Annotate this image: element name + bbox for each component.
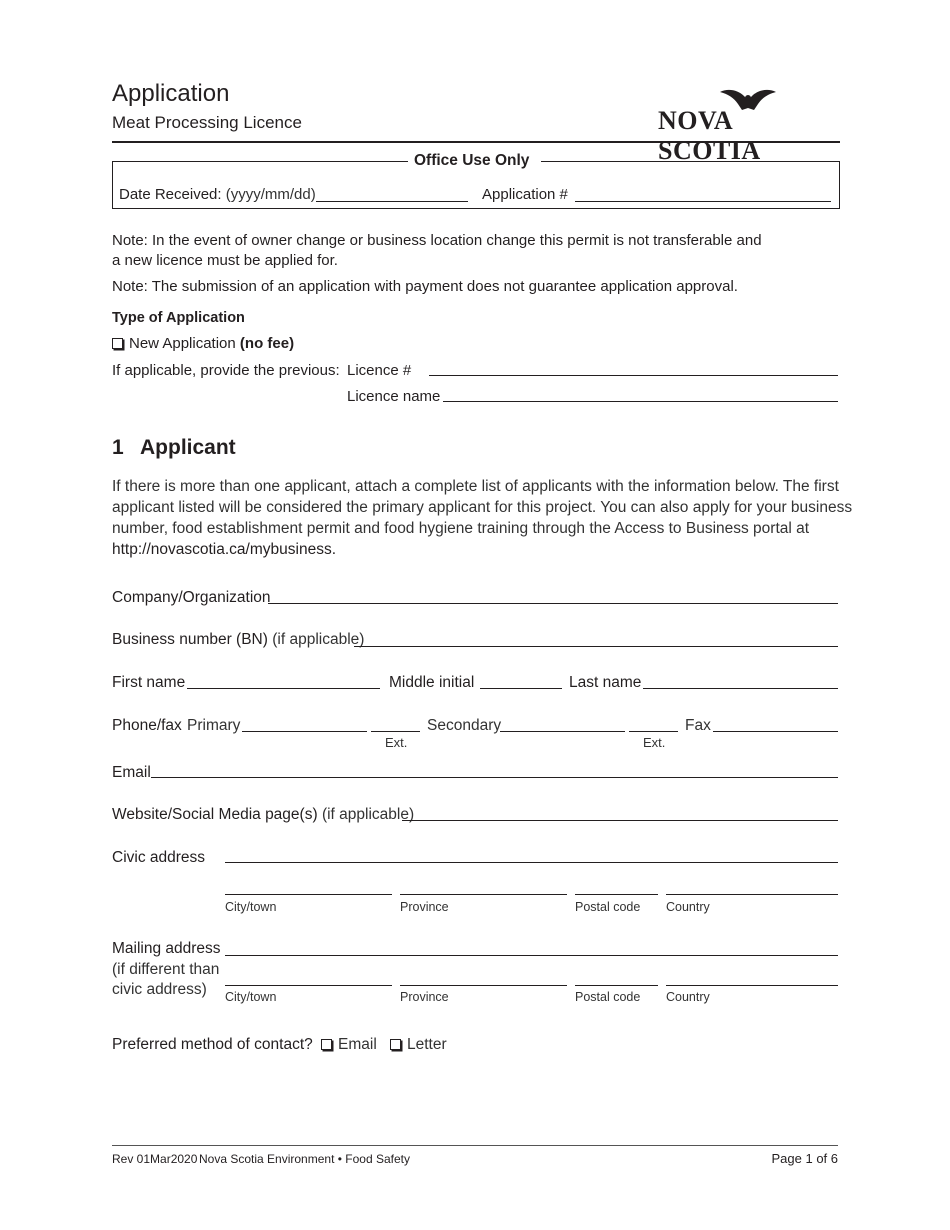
date-received-field[interactable] — [316, 201, 468, 202]
footer-rule — [112, 1145, 838, 1146]
footer-page-number: Page 1 of 6 — [771, 1151, 838, 1166]
website-label: Website/Social Media page(s) (if applicable) — [112, 806, 415, 823]
mailing-country-caption: Country — [666, 990, 710, 1004]
civic-postal-field[interactable] — [575, 894, 658, 895]
civic-country-caption: Country — [666, 900, 710, 914]
first-name-field[interactable] — [187, 688, 380, 689]
civic-country-field[interactable] — [666, 894, 838, 895]
mailing-hint-line1: (if different than — [112, 961, 220, 978]
primary-ext-field[interactable] — [371, 731, 420, 732]
mailing-city-caption: City/town — [225, 990, 277, 1004]
licence-number-label: Licence # — [347, 362, 412, 379]
primary-label: Primary — [187, 717, 241, 734]
header-rule — [112, 141, 840, 143]
office-box-top-left — [112, 161, 408, 162]
first-name-label: First name — [112, 674, 186, 691]
middle-initial-label: Middle initial — [389, 674, 475, 691]
section-heading: Applicant — [140, 436, 236, 459]
contact-email-checkbox[interactable] — [321, 1039, 332, 1050]
bn-field[interactable] — [354, 646, 838, 647]
primary-phone-field[interactable] — [242, 731, 367, 732]
mailing-postal-caption: Postal code — [575, 990, 641, 1004]
contact-letter-option[interactable]: Letter — [390, 1036, 447, 1054]
civic-street-field[interactable] — [225, 862, 838, 863]
previous-licence-label: If applicable, provide the previous: — [112, 362, 340, 379]
primary-ext-label: Ext. — [385, 735, 408, 750]
mailing-street-field[interactable] — [225, 955, 838, 956]
footer-department: Nova Scotia Environment • Food Safety — [199, 1152, 410, 1166]
bn-label: Business number (BN) (if applicable) — [112, 631, 365, 648]
applicant-paragraph-3: number, food establishment permit and food hygiene training through the Access to Business portal at — [112, 520, 810, 537]
nova-scotia-logo — [658, 86, 840, 165]
mailing-address-label: Mailing address — [112, 940, 221, 957]
page-title: Application — [112, 80, 230, 107]
licence-name-field[interactable] — [443, 401, 838, 402]
preferred-contact-label: Preferred method of contact? — [112, 1036, 313, 1053]
page-subtitle: Meat Processing Licence — [112, 113, 302, 132]
footer-revision: Rev 01Mar2020 — [112, 1152, 198, 1166]
applicant-paragraph-2: applicant listed will be considered the primary applicant for this project. You can also apply for your business — [112, 499, 853, 516]
type-heading: Type of Application — [112, 310, 245, 326]
logo-text: NOVA SCOTIA — [658, 106, 761, 165]
mailing-postal-field[interactable] — [575, 985, 658, 986]
note-transfer-line1: Note: In the event of owner change or business location change this permit is not transferable and — [112, 232, 762, 249]
phone-fax-label: Phone/fax — [112, 717, 182, 734]
note-approval: Note: The submission of an application with payment does not guarantee application approval. — [112, 278, 738, 295]
office-use-legend: Office Use Only — [414, 152, 530, 169]
mailing-city-field[interactable] — [225, 985, 392, 986]
civic-address-label: Civic address — [112, 849, 206, 866]
applicant-paragraph-1: If there is more than one applicant, attach a complete list of applicants with the information below. The first — [112, 478, 839, 495]
date-received-label: Date Received: (yyyy/mm/dd) — [119, 186, 316, 203]
contact-email-option[interactable]: Email — [321, 1036, 377, 1054]
office-box-top-right — [541, 161, 840, 162]
secondary-label: Secondary — [427, 717, 502, 734]
application-number-field[interactable] — [575, 201, 831, 202]
fax-label: Fax — [685, 717, 711, 734]
new-application-option[interactable]: New Application (no fee) — [112, 335, 294, 352]
application-number-label: Application # — [482, 186, 568, 203]
secondary-phone-field[interactable] — [500, 731, 625, 732]
civic-province-caption: Province — [400, 900, 449, 914]
mybusiness-link[interactable]: http://novascotia.ca/mybusiness. — [112, 541, 337, 558]
last-name-label: Last name — [569, 674, 642, 691]
last-name-field[interactable] — [643, 688, 838, 689]
section-number: 1 — [112, 436, 124, 459]
note-transfer-line2: a new licence must be applied for. — [112, 252, 338, 269]
email-field[interactable] — [151, 777, 838, 778]
email-label: Email — [112, 764, 151, 781]
secondary-ext-label: Ext. — [643, 735, 666, 750]
civic-city-caption: City/town — [225, 900, 277, 914]
company-field[interactable] — [268, 603, 838, 604]
mailing-country-field[interactable] — [666, 985, 838, 986]
contact-letter-checkbox[interactable] — [390, 1039, 401, 1050]
licence-number-field[interactable] — [429, 375, 838, 376]
fax-field[interactable] — [713, 731, 838, 732]
website-field[interactable] — [402, 820, 838, 821]
civic-province-field[interactable] — [400, 894, 567, 895]
mailing-province-field[interactable] — [400, 985, 567, 986]
licence-name-label: Licence name — [347, 388, 441, 405]
secondary-ext-field[interactable] — [629, 731, 678, 732]
middle-initial-field[interactable] — [480, 688, 562, 689]
civic-postal-caption: Postal code — [575, 900, 641, 914]
company-label: Company/Organization — [112, 589, 271, 606]
new-application-checkbox[interactable] — [112, 338, 123, 349]
mailing-province-caption: Province — [400, 990, 449, 1004]
mailing-hint-line2: civic address) — [112, 981, 207, 998]
civic-city-field[interactable] — [225, 894, 392, 895]
